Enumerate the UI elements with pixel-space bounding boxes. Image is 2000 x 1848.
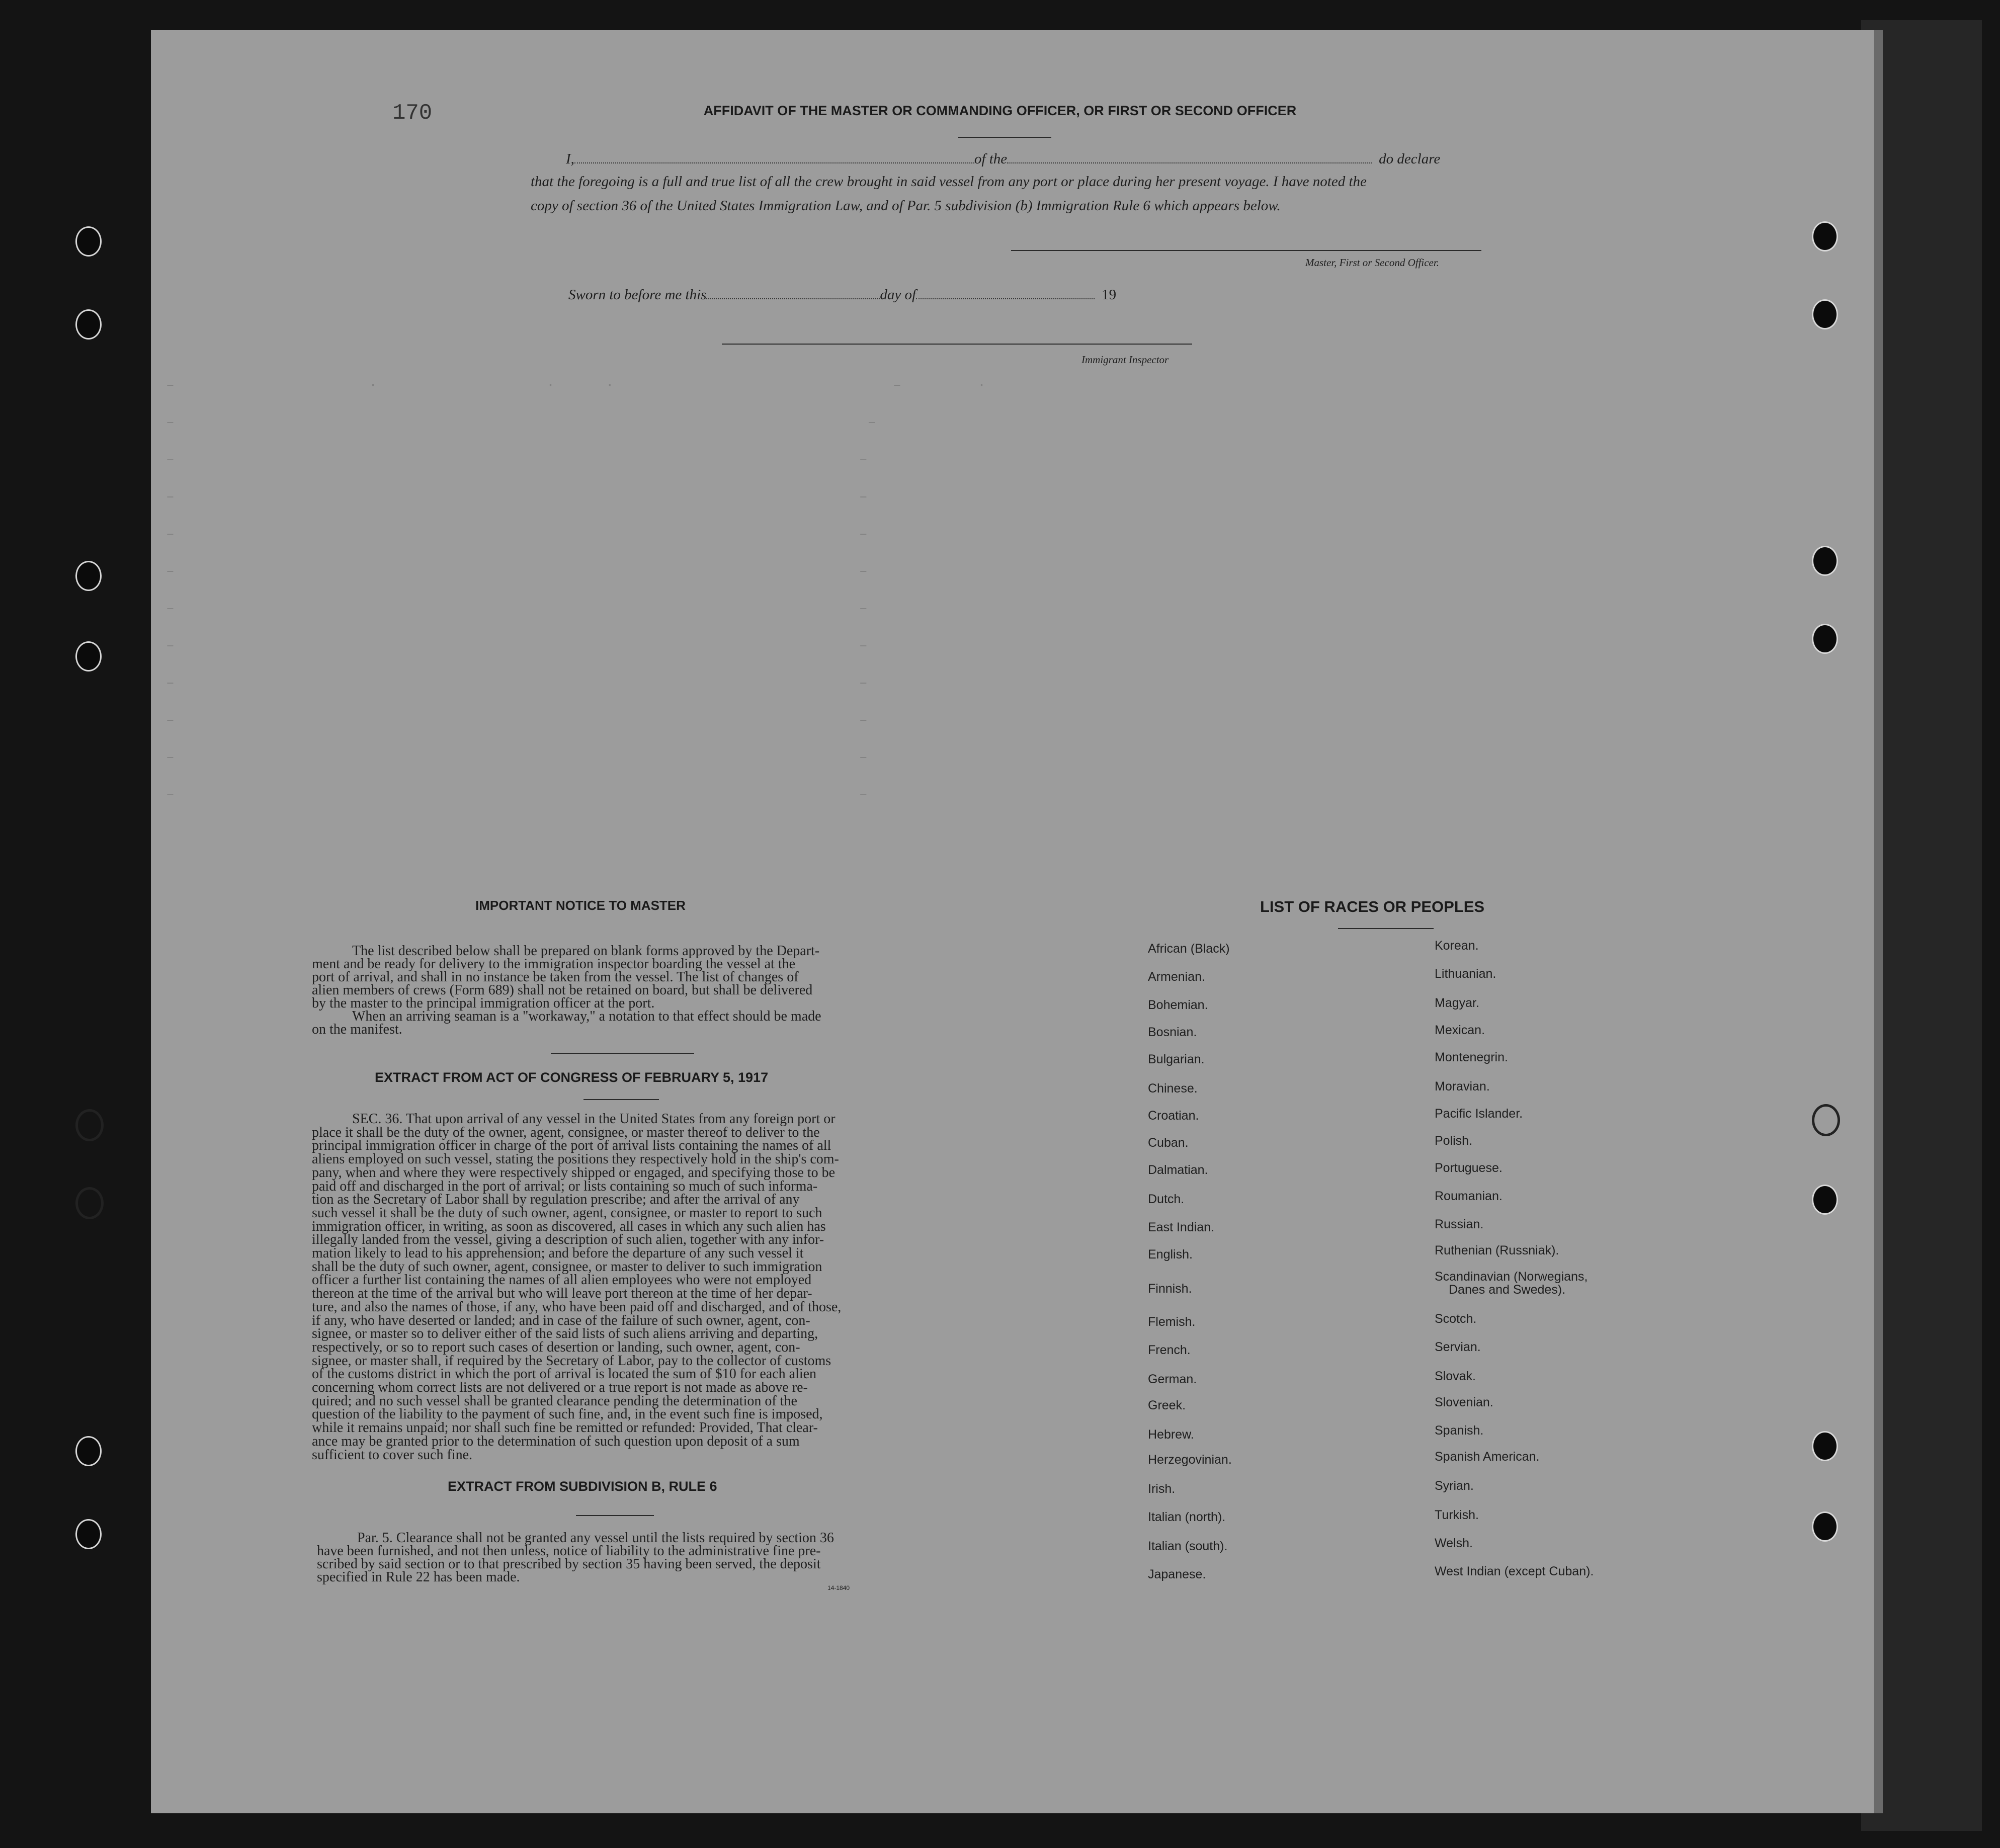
race-item: Chinese.: [1148, 1081, 1198, 1096]
act-line: concerning whom correct lists are not delivered or a true report is not made as above re-: [312, 1380, 808, 1396]
race-item: Spanish American.: [1435, 1450, 1540, 1464]
page-edge: [1874, 30, 1883, 1813]
act-line: officer a further list containing the names of all alien employees who were not employed: [312, 1272, 812, 1288]
race-item: Magyar.: [1435, 996, 1479, 1010]
act-line: mation likely to lead to his apprehension; and before the departure of any such vessel it: [312, 1245, 804, 1262]
binder-hole: [75, 1436, 102, 1466]
act-line: shall be the duty of such owner, agent, consignee, or master to deliver to such immigration: [312, 1258, 822, 1275]
notice-line: by the master to the principal immigration officer at the port.: [312, 995, 655, 1011]
binder-hole: [75, 309, 102, 340]
race-item: Slovak.: [1435, 1369, 1476, 1383]
act-line: illegally landed from the vessel, giving a description of such alien, together with any infor-: [312, 1232, 824, 1248]
act-line: paid off and discharged in the port of arrival; or lists containing so much of such informa-: [312, 1178, 818, 1194]
binder-hole: [75, 226, 102, 257]
race-item: Greek.: [1148, 1398, 1186, 1412]
i-label: I,: [566, 151, 574, 167]
bleed-through-text: – · · · – · – – – – – – – – – – – – – – – – – – – – – –: [166, 378, 986, 803]
race-item: Herzegovinian.: [1148, 1453, 1232, 1467]
act-line: tion as the Secretary of Labor shall by regulation prescribe; and after the arrival of any: [312, 1192, 800, 1208]
race-item: Bohemian.: [1148, 998, 1208, 1012]
race-item: Russian.: [1435, 1217, 1484, 1231]
act-line: sufficient to cover such fine.: [312, 1447, 473, 1463]
declaration-line2: that the foregoing is a full and true list of all the crew brought in said vessel from any port or place during her present voyage. I have noted the: [531, 174, 1367, 190]
race-item: West Indian (except Cuban).: [1435, 1564, 1594, 1578]
notice-line: ment and be ready for delivery to the immigration inspector boarding the vessel at the: [312, 956, 796, 972]
notice-line: on the manifest.: [312, 1022, 402, 1037]
extract-rule-text: [317, 1532, 890, 1584]
act-line: respectively, or so to report such cases of desertion or landing, such owner, agent, con-: [312, 1339, 800, 1355]
race-item: East Indian.: [1148, 1220, 1215, 1234]
act-line: signee, or master shall, if required by the Secretary of Labor, pay to the collector of customs: [312, 1353, 831, 1369]
race-item: Portuguese.: [1435, 1161, 1503, 1175]
section-divider: [584, 1099, 659, 1100]
race-item: African (Black): [1148, 942, 1230, 956]
race-item: Slovenian.: [1435, 1395, 1493, 1409]
section-divider: [551, 1053, 694, 1054]
race-item: Hebrew.: [1148, 1427, 1194, 1442]
binder-hole: [1812, 546, 1838, 576]
act-line: thereon at the time of the arrival but who will leave port thereon at the time of her depar-: [312, 1286, 812, 1302]
notice-line: When an arriving seaman is a "workaway," a notation to that effect should be made: [352, 1009, 821, 1024]
act-line: pany, when and where they were respectively shipped or engaged, and specifying those to be: [312, 1164, 836, 1181]
race-item: Moravian.: [1435, 1079, 1490, 1094]
section-divider: [576, 1515, 654, 1516]
race-item: French.: [1148, 1343, 1191, 1357]
race-item: Ruthenian (Russniak).: [1435, 1243, 1559, 1257]
act-line: of the customs district in which the port of arrival is located the sum of $10 for each alien: [312, 1366, 817, 1382]
affidavit-line1: [566, 151, 1440, 167]
race-item: Japanese.: [1148, 1567, 1206, 1581]
race-item: Polish.: [1435, 1134, 1473, 1148]
act-line: place it shall be the duty of the owner, agent, consignee, or master thereof to deliver to the: [312, 1124, 820, 1140]
act-line: aliens employed on such vessel, stating the positions they respectively hold in the ship's com-: [312, 1151, 839, 1167]
race-item: Lithuanian.: [1435, 967, 1496, 981]
race-item: Mexican.: [1435, 1023, 1485, 1037]
act-line: ture, and also the names of those, if any, who have been paid off and discharged, and of those,: [312, 1299, 842, 1315]
extract-act-heading: EXTRACT FROM ACT OF CONGRESS OF FEBRUARY 5, 1917: [375, 1070, 769, 1085]
notice-text: [312, 945, 883, 1036]
rule-line: specified in Rule 22 has been made.: [317, 1569, 520, 1585]
race-item: Armenian.: [1148, 970, 1205, 984]
sworn-day-field[interactable]: [706, 298, 880, 299]
rule-line: Par. 5. Clearance shall not be granted any vessel until the lists required by section 36: [357, 1530, 834, 1546]
race-item: Pacific Islander.: [1435, 1107, 1523, 1121]
act-line: immigration officer, in writing, as soon as discovered, all cases in which any such alien has: [312, 1218, 826, 1234]
master-signature-label: Master, First or Second Officer.: [1305, 257, 1439, 269]
binder-hole: [1812, 299, 1838, 329]
race-item: Turkish.: [1435, 1508, 1479, 1522]
binder-hole: [1812, 1185, 1838, 1215]
inspector-label: Immigrant Inspector: [1081, 354, 1169, 366]
do-declare-label: do declare: [1379, 151, 1441, 167]
race-item: Irish.: [1148, 1482, 1176, 1496]
notice-line: alien members of crews (Form 689) shall not be retained on board, but shall be delivered: [312, 982, 813, 998]
sworn-label: Sworn to before me this: [568, 287, 707, 303]
sworn-line: [568, 287, 1116, 303]
notice-line: The list described below shall be prepared on blank forms approved by the Depart-: [352, 943, 820, 959]
notice-heading: IMPORTANT NOTICE TO MASTER: [475, 898, 686, 913]
binder-hole: [1812, 1104, 1840, 1136]
binder-hole: [1812, 1431, 1838, 1461]
section-divider: [1338, 928, 1434, 929]
race-item: Syrian.: [1435, 1479, 1474, 1493]
binder-hole: [75, 1187, 104, 1219]
extract-act-text: [312, 1113, 885, 1462]
race-item: Roumanian.: [1435, 1189, 1503, 1203]
act-line: ance may be granted prior to the determination of such question upon deposit of a sum: [312, 1433, 800, 1449]
race-item: Scandinavian (Norwegians,: [1435, 1270, 1588, 1284]
act-line: principal immigration officer in charge of the port of arrival lists containing the names of all: [312, 1138, 831, 1154]
notice-line: port of arrival, and shall in no instance be taken from the vessel. The list of changes of: [312, 969, 799, 985]
day-of-label: day of: [880, 287, 916, 303]
binder-hole: [1812, 221, 1838, 251]
binder-hole: [75, 1519, 102, 1549]
rule-line: scribed by said section or to that prescribed by section 35 having been served, the deposit: [317, 1556, 821, 1572]
race-item: Cuban.: [1148, 1136, 1189, 1150]
act-line: such vessel it shall be the duty of such owner, agent, consignee, or master to report to such: [312, 1205, 822, 1221]
of-the-label: of the: [974, 151, 1008, 167]
race-item: Croatian.: [1148, 1109, 1199, 1123]
act-line: SEC. 36. That upon arrival of any vessel in the United States from any foreign port or: [352, 1111, 836, 1127]
race-item: Spanish.: [1435, 1423, 1484, 1438]
binder-hole: [75, 1109, 104, 1141]
race-item: English.: [1148, 1247, 1193, 1262]
race-item: Welsh.: [1435, 1536, 1473, 1550]
race-item: Italian (north).: [1148, 1510, 1226, 1524]
race-item: Danes and Swedes).: [1449, 1283, 1566, 1297]
form-number: 14-1840: [827, 1584, 850, 1591]
declaration-line3: copy of section 36 of the United States Immigration Law, and of Par. 5 subdivision (b) Immigration Rule 6 which appears below.: [531, 198, 1281, 214]
affidavit-heading: AFFIDAVIT OF THE MASTER OR COMMANDING OFFICER, OR FIRST OR SECOND OFFICER: [703, 103, 1297, 118]
race-item: Flemish.: [1148, 1315, 1196, 1329]
race-item: Montenegrin.: [1435, 1050, 1508, 1064]
race-item: Servian.: [1435, 1340, 1481, 1354]
race-item: Bulgarian.: [1148, 1052, 1205, 1066]
binder-hole: [75, 561, 102, 591]
race-item: Finnish.: [1148, 1282, 1192, 1296]
extract-rule-heading: EXTRACT FROM SUBDIVISION B, RULE 6: [448, 1479, 717, 1494]
vessel-field[interactable]: [1007, 162, 1372, 163]
race-item: Italian (south).: [1148, 1539, 1228, 1553]
name-field[interactable]: [574, 162, 974, 163]
binder-hole: [1812, 624, 1838, 654]
rule-line: have been furnished, and not then unless, notice of liability to the administrative fine pre-: [317, 1543, 821, 1559]
inspector-signature-line[interactable]: [722, 344, 1192, 345]
races-heading: LIST OF RACES OR PEOPLES: [1260, 898, 1485, 915]
act-line: if any, who have deserted or landed; and in case of the failure of such owner, agent, con-: [312, 1312, 810, 1328]
act-line: quired; and no such vessel shall be granted clearance pending the determination of the: [312, 1393, 797, 1409]
race-item: Bosnian.: [1148, 1025, 1197, 1039]
act-line: signee, or master so to deliver either of the said lists of such aliens arriving and departing,: [312, 1326, 818, 1342]
act-line: while it remains unpaid; nor shall such fine be remitted or refunded: Provided, That clear-: [312, 1420, 818, 1436]
sworn-month-field[interactable]: [916, 298, 1095, 299]
year-prefix: 19: [1102, 287, 1117, 303]
act-line: question of the liability to the payment of such fine, and, in the event such fine is imposed,: [312, 1406, 823, 1422]
race-item: Korean.: [1435, 939, 1479, 953]
master-signature-line[interactable]: [1011, 250, 1481, 251]
race-item: Scotch.: [1435, 1312, 1477, 1326]
race-item: Dalmatian.: [1148, 1163, 1208, 1177]
binder-hole: [1812, 1511, 1838, 1542]
race-item: German.: [1148, 1372, 1197, 1386]
binder-hole: [75, 641, 102, 671]
page-number: 170: [392, 101, 433, 126]
heading-divider: [958, 137, 1051, 138]
race-item: Dutch.: [1148, 1192, 1185, 1206]
